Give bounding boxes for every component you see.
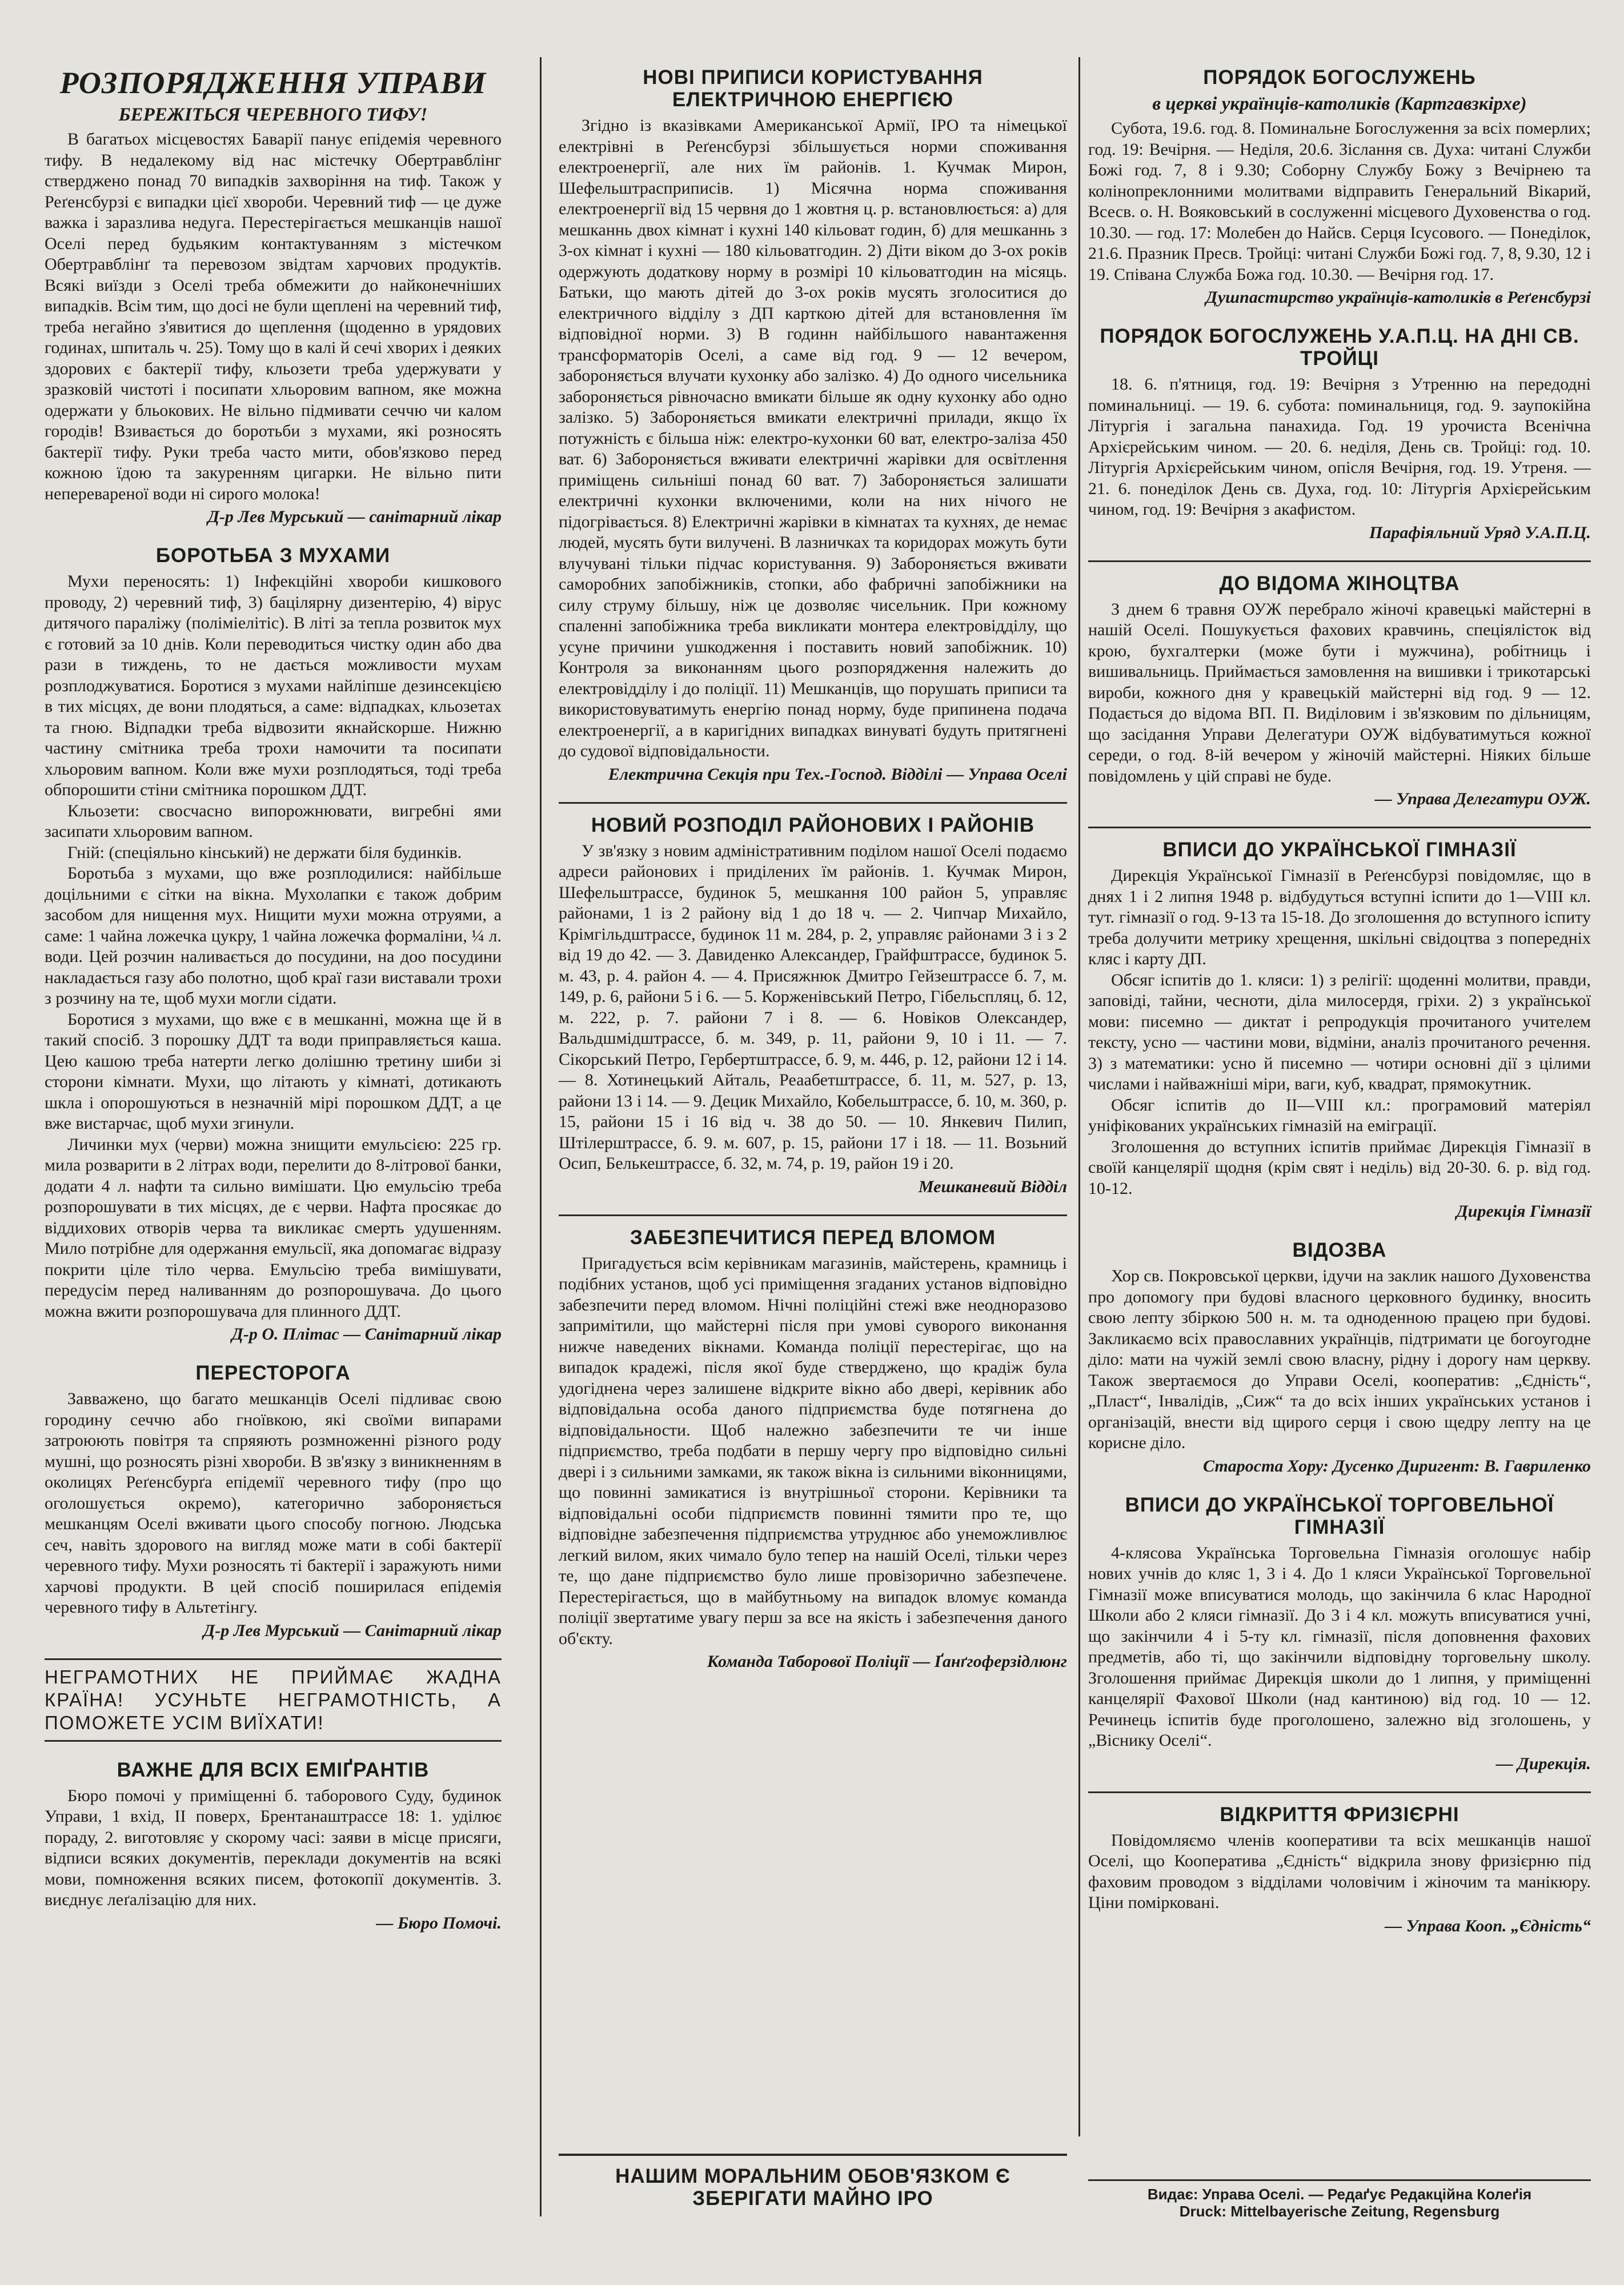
article-signature: Д-р Лев Мурський — Санітарний лікар bbox=[203, 1621, 502, 1640]
article-title: ВАЖНЕ ДЛЯ ВСІХ ЕМІҐРАНТІВ bbox=[117, 1758, 430, 1781]
article-signature: — Управа Делегатури ОУЖ. bbox=[1374, 789, 1591, 808]
section-divider bbox=[559, 802, 1067, 804]
article-body: Пригадується всім керівникам магазинів, майстерень, крамниць і подібних установ, щоб усі приміщення згаданих установ відповідно забезпечити перед вломом. Нічні поліційні стежі вже неодноразово запримітили, що майстерні після при умові суворого виконання нижче наведених вікнами. Команда поліції перестерігає, що на випадок крадежі, після якої буде стверджено, що крадіж була удогіднена через залишене відкрите вікно або двері, керівник або відповідальна особа даного підприємства буде потягнена до відповідальности. Щоб належно забезпечити те чи інше підприємство, треба подбати в першу чергу про відповідно сильні двері і з сильними замками, як також вікна із сильними віконницями, що повинні замикатися із внутрішньої сторони. Керівники та відповідальні особи підприємств повинні тямити про те, що відповідне забезпечення підприємства утруднює або унеможливлює легкий вилом, яких чимало було тепер на нашій Оселі, тільки через те, що дане підприємство було лише провізорично забезпечене. Перестерігається, що в майбутньому на випадок вломує команда поліції звертатиме увагу перш за все на якість і забезпечення даного об'єкту. bbox=[559, 1253, 1067, 1648]
article-body: Бюро помочі у приміщенні б. таборового Суду, будинок Управи, 1 вхід, II поверх, Брентанаштрассе 18: 1. уділює пораду, 2. виготовляє у скорому часі: заяви в місце присяги, відписи всяких документів, переклади документів на всякі мови, помноження всяких писем, фотокопії документів. 3. виєднує леґалізацію для них. bbox=[45, 1786, 502, 1909]
article-title: ВІДКРИТТЯ ФРИЗІЄРНІ bbox=[1220, 1803, 1459, 1826]
article-signature: Дирекція Гімназії bbox=[1456, 1202, 1591, 1221]
article-title: ЗАБЕЗПЕЧИТИСЯ ПЕРЕД ВЛОМОМ bbox=[629, 1226, 996, 1249]
moral-duty-banner bbox=[559, 2154, 1067, 2214]
article-title: ДО ВІДОМА ЖІНОЦТВА bbox=[1219, 572, 1460, 595]
article-signature: — Управа Кооп. „Єдність“ bbox=[1385, 1916, 1591, 1935]
article-paragraph: Боротьба з мухами, що вже розплодилися: найбільше доцільними є сітки на вікна. Мухолапки є також добрим засобом для нищення мух. Нищити мухи можна отруями, а саме: 1 чайна ложечка цукру, 1 чайна ложечка формаліни, ¼ л. води. Цей розчин наливається до посудини, на доо посудини накладається газу або полотно, щоб краї гази виставали трохи з розчину на те, щоб мухи могли сідати. bbox=[45, 864, 502, 1008]
section-divider bbox=[1088, 560, 1591, 562]
article-appeal bbox=[1088, 1239, 1591, 1477]
article-subtitle: БЕРЕЖІТЬСЯ ЧЕРЕВНОГО ТИФУ! bbox=[118, 105, 428, 125]
article-women-notice bbox=[1088, 572, 1591, 810]
article-title: ВІДОЗВА bbox=[1292, 1239, 1387, 1261]
article-paragraph: Обсяг іспитів до 1. кляси: 1) з релігії: щоденні молитви, правди, заповіді, тайни, чесноти, діла милосердя, гріхи. 2) з української мови: писемно — диктат і репродукція прочитаного учителем тексту, усно — частини мови, відміни, аналіз прочитаного речення. 3) з математики: усно й писемно — чотири основні дії з цілими числами і найважніші міри, ваги, куб, квадрат, прямокутник. bbox=[1088, 970, 1591, 1093]
article-body: Повідомляємо членів кооперативи та всіх мешканців нашої Оселі, що Кооператива „Єдність“ відкрила знову фризієрню під фаховим проводом з віддiлами чоловічим і жіночим та манікюру. Ціни помірковані. bbox=[1088, 1830, 1591, 1912]
article-administration-orders bbox=[45, 66, 502, 527]
article-emigrants bbox=[45, 1759, 502, 1934]
article-body: Згідно із вказівками Американської Армії, ІРО та німецької електрівні в Реґенсбурзі збільшується норми споживання електроенергії, але них їм районів. 1. Кучмак Мирон, Шефельштрасприписів. 1) Місячна норма споживання електроенергії від 15 червня до 1 жовтня ц. р. встановлюється: а) для мешканнь двох кімнат і кухні 140 кільоват годин, б) для мешканнь з 3-ох кімнат і кухні — 180 кільоватгодин. 2) Діти віком до 3-ох років одержують додаткову норму в розмірі 10 кільоватгодин на місяць. Батьки, що мають дітей до 3-ох років мусять зголоситися до електричного відділу з ДП карткою дітей для встановлення їм відповідної норми. 3) В годинн найбільшого навантаження трансформаторів Оселі, а саме від год. 9 — 12 вечером, забороняється влучати кухонку або залізко. 4) До одного чисельника забороняється рівночасно вмикати більше як одну кухонку або одно залізко. 5) Забороняється вмикати електричні прилади, якщо їх потужність є більша ніж: електро-кухонки 60 ват, електро-заліза 450 ват. 6) Забороняється вживати електричні жарівки для освітлення приміщень сильніші понад 60 ват. 7) Забороняється залишати електричні кухонки включеними, коли на них нічого не підогрівається. 8) Електричні жарівки в кімнатах та кухнях, де немає людей, мусять бути вилучені. В лазничках та коридорах можуть бути влучувані тільки підчас користування. 9) Забороняється вживати саморобних запобіжників, стопки, або фабричні запобіжники на силу струму більшу, ніж це дозволяє чисельник. При кожному спаленні запобіжника треба викликати монтера електровідділу, що усуне причини ушкодження і поставить новий запобіжник. 10) Контроля за виконанням цього розпорядження належить до електровідділу і до поліції. 11) Мешканців, що порушать приписи та використовуватимуть енергію понад норму, буде припинена подача електроенергії, а в каригідних випадках винуваті будуть притягнені до судової відповідальности. bbox=[559, 116, 1067, 760]
article-signature: — Бюро Помочі. bbox=[376, 1913, 502, 1933]
article-body: Субота, 19.6. год. 8. Поминальне Богослуження за всіх померлих; год. 19: Вечірня. — Неділя, 20.6. Зіслання св. Духа: читані Служби Божі год. 7, 8 і 9.30; Соборну Службу Божу з Вечірнею та колінопреклонними молитвами відправить Генеральний Вікарий, Всесв. о. Н. Вояковський в сослуженні місцевого Духовенства о год. 10.30. — год. 17: Молебен до Найсв. Серця Ісусового. — Понеділок, 21.6. Празник Пресв. Тройці: читані Служби Божі год. 7, 8, 9.30, 12 і 19. Співана Служба Божа год. 10.30. — Вечірня год. 17. bbox=[1088, 119, 1591, 284]
article-paragraph: Дирекція Української Гімназії в Реґенсбурзі повідомляє, що в днях 1 і 2 липня 1948 р. відбудуться вступні іспити до 1—VIII кл. тут. гімназії о год. 9-13 та 15-18. До зголошення до вступного іспиту треба долучити метрику хрещення, шкільні свідоцтва з попередніх кляс і карту ДП. bbox=[1088, 866, 1591, 968]
article-paragraph: Мухи переносять: 1) Інфекційні хвороби кишкового проводу, 2) черевний тиф, 3) бацілярну дизентерію, 4) вірус дитячого паралiжу (поліміелітіс). В літі за тепла розвиток мух є готовий за 10 днів. Коли переводиться чистку один або два рази в тиждень, то не дається можливости мухам розплоджуватися. Боротися з мухами найліпше дезинсекцією в тих місцях, де вони плодяться, а саме: відпадках, кльозетах та гною. Відпадки треба відвозити якнайскорше. Нижню частину смітника треба трохи намочити та посипати хльоровим вапном. Коли вже мухи розплодяться, тоді треба обпорошити стіни смітника порошком ДДТ. bbox=[45, 572, 502, 799]
imprint bbox=[1088, 2179, 1591, 2220]
article-signature: Д-р Лев Мурський — санітарний лікар bbox=[207, 507, 502, 526]
article-title: ВПИСИ ДО УКРАЇНСЬКОЇ ГІМНАЗІЇ bbox=[1162, 839, 1517, 861]
article-title: ПОРЯДОК БОГОСЛУЖЕНЬ bbox=[1203, 66, 1476, 89]
article-services-uapc bbox=[1088, 325, 1591, 543]
article-body: Хор св. Покровської церкви, ідучи на заклик нашого Духовенства про допомогу при будові власного церковного будинку, вносить свою лепту збіркою 500 н. м. та одноденною працею при будові. Закликаємо всіх православних українців, підтримати це богоугодне діло: мати на чужій землі свою власну, рідну і дорогу нам церкву. Також звертаємося до Управи Оселі, кооператив: „Єдність“, „Пласт“, Інвалідів, „Сиж“ та до всіх інших українських установ і організацій, внести від щирого серця і свою щедру лепту на це корисне діло. bbox=[1088, 1266, 1591, 1452]
section-divider bbox=[1088, 1791, 1591, 1793]
article-subtitle: в церкві українців-католиків (Картгавзкірхе) bbox=[1152, 94, 1527, 114]
article-body: 18. 6. п'ятниця, год. 19: Вечірня з Утренню на передодні поминальниці. — 19. 6. субота: поминальниця, год. 9. заупокійна Літургія і загальна панахида. Год. 19 урочиста Всенічна Архієрейським чином. — 20. 6. неділя, День св. Тройці: год. 10. Літургія Архієрейським чином, опісля Вечірня, год. 19. Утреня. — 21. 6. понеділок День св. Духа, год. 10: Літургія Архієрейським чином, год. 19: Вечірня з акафистом. bbox=[1088, 375, 1591, 519]
article-barbershop bbox=[1088, 1803, 1591, 1937]
imprint-printer: Druck: Mittelbayerische Zeitung, Regensburg bbox=[1179, 2203, 1500, 2220]
article-gymnasium-enrollment bbox=[1088, 839, 1591, 1222]
imprint-publisher: Видає: Управа Оселі. — Редаґує Редакційна Колеґія bbox=[1147, 2186, 1532, 2203]
article-paragraph: Гній: (спеціяльно кінський) не держати біля будинків. bbox=[67, 843, 462, 862]
article-title: НОВІ ПРИПИСИ КОРИСТУВАННЯ ЕЛЕКТРИЧНОЮ ЕНЕРГІЄЮ bbox=[643, 66, 983, 111]
article-title: ВПИСИ ДО УКРАЇНСЬКОЇ ТОРГОВЕЛЬНОЇ ГІМНАЗІЇ bbox=[1125, 1493, 1554, 1538]
article-services-catholic bbox=[1088, 66, 1591, 308]
column-middle bbox=[559, 63, 1067, 1689]
section-divider bbox=[559, 1214, 1067, 1216]
article-signature: Д-р О. Плітас — Санітарний лікар bbox=[231, 1325, 502, 1344]
article-body: Завважено, що багато мешканців Оселі підливає свою городину сеччю або гноївкою, які своїми випарами затроюють повітря та спряяють розмноженні різного роду мушні, що розносять різні хвороби. В зв'язку з виникненням в околицях Реґенсбурґа епідемії черевного тифу (про що оголошується окремо), категорично забороняється мешканцям Оселі вживати цього способу погною. Людська сеч, навіть здорового на вигляд може мати в собі бактерії черевного тифу. Мухи розносять ті бактерії і заражують ними харчові продукти. В цей спосіб поширилася епідемія черевного тифу в Альтетінгу. bbox=[45, 1389, 502, 1617]
boxed-slogan: НЕГРАМОТНИХ НЕ ПРИЙМАЄ ЖАДНА КРАЇНА! УСУНЬТЕ НЕГРАМОТНІСТЬ, А ПОМОЖЕТЕ УСІМ ВИЇХАТИ! bbox=[45, 1658, 502, 1742]
article-signature: Електрична Секція при Тех.-Господ. Відділі — Управа Оселі bbox=[608, 764, 1067, 784]
column-right bbox=[1088, 63, 1591, 1954]
article-burglary-protection bbox=[559, 1226, 1067, 1673]
article-signature: Душпастирство українців-католиків в Реґенсбурзі bbox=[1205, 288, 1591, 307]
article-warning bbox=[45, 1362, 502, 1641]
article-signature: Мешканевий Відділ bbox=[918, 1177, 1067, 1196]
article-body: 4-клясова Українська Торговельна Гімназія оголошує набір нових учнів до кляс 1, 3 і 4. До 1 кляси Української Торговельної Гімназії може вписуватися молодь, що закінчила 6 клас Народної Школи або 2 кляси гімназії. До 3 і 4 кл. можуть вписуватися учні, що закінчили 4 і 5-ту кл. гімназії, після доповнення фахових предметів, або ті, що закінчили відповідну торговельну школу. Зголошення приймає Дирекція школи до 1 липня, у приміщенні канцелярії Фахової Школи (над кантиною) від год. 10 — 12. Речинець іспитів буде проголошено, залежно від зголошень, у „Віснику Оселі“. bbox=[1088, 1543, 1591, 1750]
article-paragraph: Зголошення до вступних іспитів приймає Дирекція Гімназії в своїй канцелярії щодня (крім свят і неділь) від 20-30. 6. р. від год. 10-12. bbox=[1088, 1137, 1591, 1198]
section-divider bbox=[1088, 827, 1591, 828]
column-rule bbox=[540, 57, 542, 2216]
article-title: РОЗПОРЯДЖЕННЯ УПРАВИ bbox=[59, 66, 487, 100]
article-body: В багатьох місцевостях Баварії панує епідемія черевного тифу. В недалекому від нас містечку Обертравблінг стверджено понад 70 випадків захворіння на тиф. Також у Реґенсбурзі є випадки цієї хвороби. Черевний тиф — це дуже важка і заразлива недуга. Перестерігається мешканців нашої Оселі перед будьяким контактуванням з містечком Обертравблінґ та перевозом звідтам харчових продуктів. Всякі виїзди з Оселі треба обмежити до найконечніших випадків. Всім тим, що досі не були щеплені на черевний тиф, треба негайно з'явитися до щеплення (щоденно в урядових годинах, шпиталь ч. 25). Тому що в калі й сечі хворих і деяких здорових є бактерії тифу, кльозети треба удержувати у зразковій чистоті і посипати хльоровим вапном, яке можна одержати у бльокових. Не вільно підмивати сеччю чи калом городів! Взивається до боротьби з мухами, які розносять бактерії тифу. Руки треба часто мити, обов'язково перед кожною їдою та закуренням цигарки. Не вільно пити неперевареної води ні сирого молока! bbox=[45, 130, 502, 503]
literacy-notice-box bbox=[45, 1658, 502, 1742]
article-electricity-rules bbox=[559, 66, 1067, 785]
article-paragraph: Личинки мух (черви) можна знищити емульсією: 225 гр. мила розварити в 2 літрах води, перелити до 8-літрової банки, додати 4 л. нафти та сильно вимішати. Цю емульсію треба розпорошувати в тих місцях, де є черви. Нафта просякає до віддихових отворів черва та викликає смерть удушенням. Мило потрібне для одержання емульсії, яка допомагає відразу покрити ціле тіло черва. Емульсію треба вимішувати, передусім перед наливанням до розпорошувача. До цього можна вжити розпорошувача для плинного ДДТ. bbox=[45, 1135, 502, 1321]
article-paragraph: Кльозети: свосчасно випорожнювати, вигребні ями засипати хльоровим вапном. bbox=[45, 801, 502, 841]
article-title: НОВИЙ РОЗПОДІЛ РАЙОНОВИХ І РАЙОНІВ bbox=[591, 813, 1035, 836]
article-title: БОРОТЬБА З МУХАМИ bbox=[155, 544, 391, 567]
article-title: ПЕРЕСТОРОГА bbox=[195, 1362, 351, 1384]
article-signature: Староста Хору: Дусенко Диригент: В. Гавриленко bbox=[1203, 1456, 1591, 1476]
article-signature: Команда Таборової Поліції — Ґанґгоферзідлюнг bbox=[707, 1652, 1067, 1671]
article-title: ПОРЯДОК БОГОСЛУЖЕНЬ У.А.П.Ц. НА ДНІ СВ. ТРОЙЦІ bbox=[1100, 325, 1579, 370]
article-fighting-flies bbox=[45, 544, 502, 1345]
banner-title: НАШИМ МОРАЛЬНИМ ОБОВ'ЯЗКОМ Є ЗБЕРІГАТИ МАЙНО ІРО bbox=[615, 2165, 1011, 2210]
article-trade-gymnasium bbox=[1088, 1494, 1591, 1774]
article-body: У зв'язку з новим адміністративним подiлом нашої Оселі подаємо адреси районових і приділених їм районів. 1. Кучмак Мирон, Шефельштрассе, будинок 5, мешкання 100 район 5, управляє районами, 1 із 2 району від 1 до 18 ч. — 2. Чипчар Михайло, Крімгільдштрассе, будинок 11 м. 284, р. 2, управляє районами 3 і з 2 від 19 до 42. — 3. Давиденко Александер, Грайфштрассе, будинок 5. м. 43, р. 4. район 4. — 4. Присяжнюк Дмитро Гейзештрассе б. 7, м. 149, р. 6, райони 5 і 6. — 5. Корженівський Петро, Гібельспляц, б. 12, м. 222, р. 7. райони 7 і 8. — 6. Новіков Олександер, Вальдшмідштрассе, б. м. 349, р. 11, райони 9, 10 і 11. — 7. Сікорський Петро, Гербертштрассе, б. 9, м. 446, р. 12, райони 12 і 14. — 8. Хотинецький Айталь, Реаабетштрассе, б. 11, м. 527, р. 13, райони 13 і 14. — 9. Децик Михайло, Кобельштрассе, б. 10, м. 360, р. 15, райони 15 і 16 від ч. 38 до 50. — 10. Янкевич Пилип, Штілерштрассе, б. 9. м. 607, р. 15, райони 17 і 18. — 11. Возьний Осип, Белькештрассе, б. 32, м. 74, р. 19, район 19 і 20. bbox=[559, 841, 1067, 1173]
column-left bbox=[45, 63, 502, 1951]
article-body: З днем 6 травня ОУЖ перебрало жіночі кравецькі майстерні в нашій Оселі. Пошукується фахових кравчинь, спеціялісток від крою, бухгалтерки (може бути і мужчина), робітниць і вишивальниць. Приймається замовлення на вишивки і трикотарські вироби, кожного дня у кравецькій майстерні від год. 9 — 12. Подається до відома ВП. П. Видiловим і зв'язковим по дiльницям, що засідання Управи Делегатури ОУЖ відбуватимуться кожної середи, о год. 8-ій вечером у жіночій майстерні. Ніяких більше повідомлень у цій справі не буде. bbox=[1088, 599, 1591, 785]
article-paragraph: Боротися з мухами, що вже є в мешканні, можна ще й в такий спосіб. З порошку ДДТ та води приправляється каша. Цею кашою треба натерти легко долішню третину шиби зі сторони кімнати. Мухи, що літають у кімнаті, дотикають шкла і опорошуються в незначній мірі порошком ДДТ, а це вже вистарчає, щоб мухи згинули. bbox=[45, 1009, 502, 1133]
article-signature: — Дирекція. bbox=[1495, 1754, 1591, 1773]
article-signature: Парафіяльний Уряд У.А.П.Ц. bbox=[1369, 523, 1591, 542]
article-paragraph: Обсяг іспитів до II—VIII кл.: програмовий матеріял уніфікованих українських гімназій на еміграції. bbox=[1088, 1095, 1591, 1135]
column-rule bbox=[1078, 57, 1080, 2136]
article-district-division bbox=[559, 814, 1067, 1197]
